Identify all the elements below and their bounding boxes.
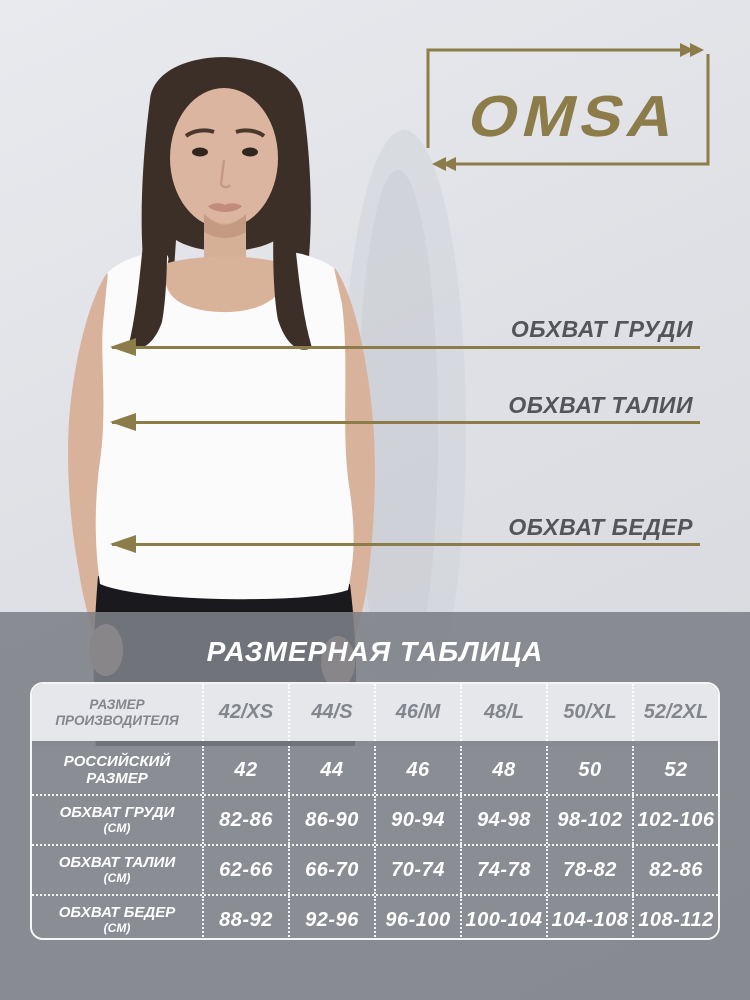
- chest-measure-arrow: [112, 346, 700, 349]
- header-size: 50/XL: [546, 684, 632, 741]
- table-cell: 70-74: [374, 846, 460, 894]
- header-size: 42/XS: [202, 684, 288, 741]
- table-header-row: [32, 684, 718, 741]
- waist-measure-label: ОБХВАТ ТАЛИИ: [508, 392, 693, 418]
- table-cell: 46: [374, 746, 460, 794]
- table-cell: 82-86: [632, 846, 718, 894]
- row-label: ОБХВАТ ГРУДИ (СМ): [59, 804, 175, 835]
- table-cell: 98-102: [546, 796, 632, 844]
- hips-measure-label: ОБХВАТ БЕДЕР: [508, 514, 693, 540]
- table-cell: 96-100: [374, 896, 460, 940]
- table-cell: 94-98: [460, 796, 546, 844]
- hips-measure-arrow: [112, 543, 700, 546]
- table-cell: 104-108: [546, 896, 632, 940]
- table-cell: 100-104: [460, 896, 546, 940]
- omsa-logo: [418, 36, 718, 176]
- table-cell: 102-106: [632, 796, 718, 844]
- table-cell: 66-70: [288, 846, 374, 894]
- table-cell: 52: [632, 746, 718, 794]
- header-manufacturer-size: РАЗМЕР ПРОИЗВОДИТЕЛЯ: [55, 696, 179, 728]
- size-table: [30, 682, 720, 940]
- table-cell: 42: [202, 746, 288, 794]
- row-label: ОБХВАТ ТАЛИИ (СМ): [58, 854, 176, 885]
- table-cell: 50: [546, 746, 632, 794]
- header-size: 44/S: [288, 684, 374, 741]
- table-cell: 108-112: [632, 896, 718, 940]
- table-cell: 82-86: [202, 796, 288, 844]
- size-section: [0, 612, 750, 1000]
- table-row-russian-size: [32, 746, 718, 794]
- table-cell: 62-66: [202, 846, 288, 894]
- table-row-hips: [32, 894, 718, 940]
- table-cell: 44: [288, 746, 374, 794]
- row-label: ОБХВАТ БЕДЕР (СМ): [58, 904, 176, 935]
- header-size: 48/L: [460, 684, 546, 741]
- header-size: 46/M: [374, 684, 460, 741]
- table-row-chest: [32, 794, 718, 844]
- table-cell: 86-90: [288, 796, 374, 844]
- header-size: 52/2XL: [632, 684, 718, 741]
- table-cell: 92-96: [288, 896, 374, 940]
- chest-measure-label: ОБХВАТ ГРУДИ: [510, 316, 693, 342]
- section-title: РАЗМЕРНАЯ ТАБЛИЦА: [206, 636, 544, 667]
- table-cell: 48: [460, 746, 546, 794]
- logo-text: OMSA: [462, 83, 688, 149]
- table-cell: 78-82: [546, 846, 632, 894]
- waist-measure-arrow: [112, 421, 700, 424]
- row-label: РОССИЙСКИЙ РАЗМЕР: [63, 752, 171, 787]
- table-body: [32, 746, 718, 940]
- table-cell: 74-78: [460, 846, 546, 894]
- table-cell: 90-94: [374, 796, 460, 844]
- table-row-waist: [32, 844, 718, 894]
- table-cell: 88-92: [202, 896, 288, 940]
